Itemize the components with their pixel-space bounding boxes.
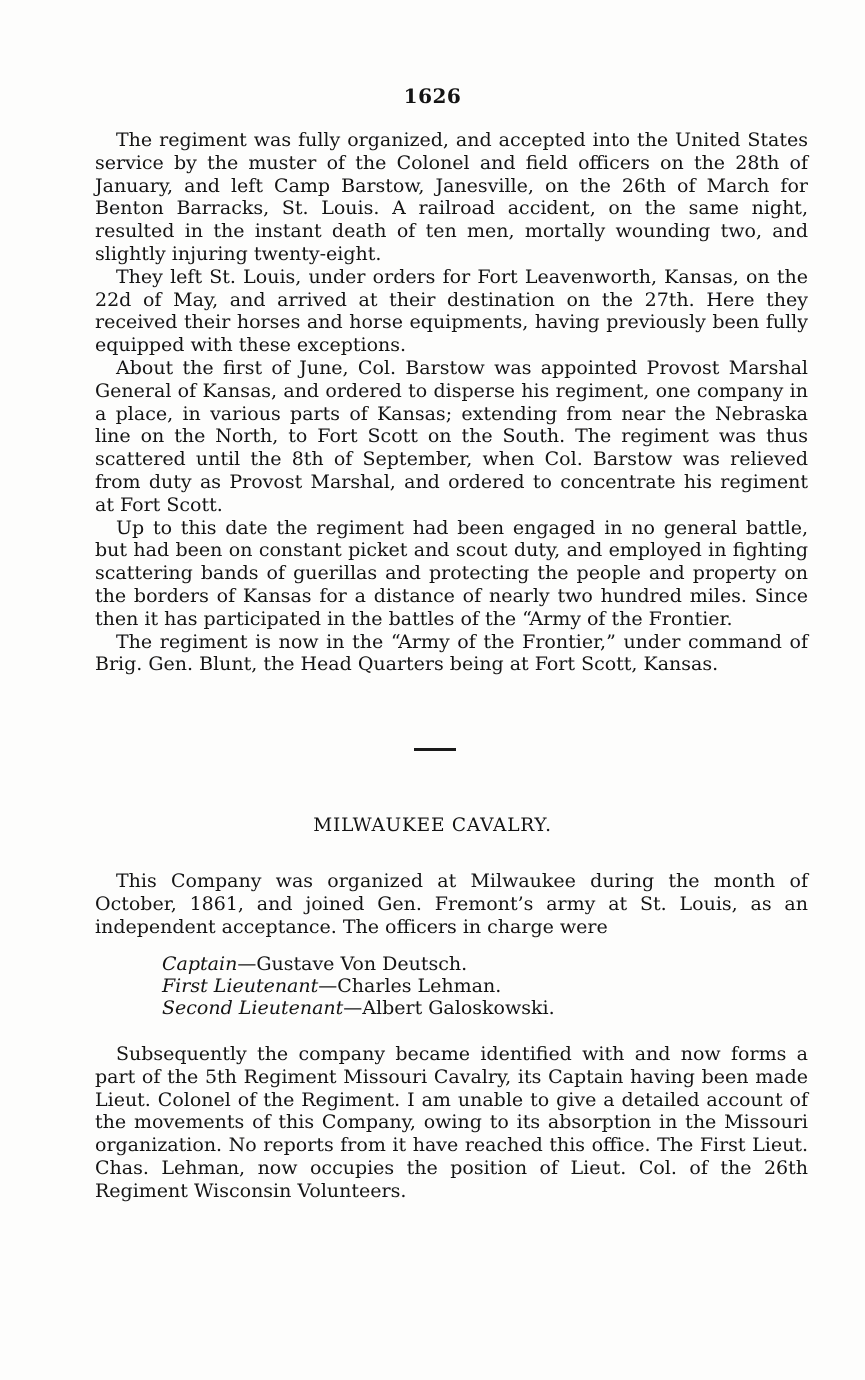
milwaukee-intro-section: [95, 870, 808, 938]
officer-title: Captain: [162, 953, 238, 975]
paragraph-fort-leavenworth: They left St. Louis, under orders for Fort Leavenworth, Kansas, on the 22d of May, and arrived at their destination on the 27th. Here they received their horses and horse equipments, having previously been fully equipped with these exceptions.: [95, 265, 808, 357]
paragraph-picket-duty: Up to this date the regiment had been engaged in no general battle, but had been on constant picket and scout duty, and employed in fighting scattering bands of guerillas and protecting the people and property on the borders of Kansas for a distance of nearly two hundred miles. Since then it has participated in the battles of the “Army of the Frontier.: [95, 516, 808, 630]
officer-title: Second Lieutenant: [162, 997, 344, 1019]
paragraph-organization: The regiment was fully organized, and accepted into the United States service by the muster of the Colonel and field officers on the 28th of January, and left Camp Barstow, Janesville, on the 26th of March for Benton Barracks, St. Louis. A railroad accident, on the same night, resulted in the instant death of ten men, mortally wounding two, and slightly injuring twenty-eight.: [95, 129, 808, 265]
officer-first-lieutenant: [162, 975, 802, 997]
paragraph-provost-marshal: About the first of June, Col. Barstow was appointed Provost Marshal General of Kansas, and ordered to disperse his regiment, one company in a place, in various parts of Kansas; extending from near the Nebraska line on the North, to Fort Scott on the South. The regiment was thus scattered until the 8th of September, when Col. Barstow was relieved from duty as Provost Marshal, and ordered to concentrate his regiment at Fort Scott.: [95, 356, 808, 516]
officer-second-lieutenant: [162, 997, 802, 1019]
officer-name: —Charles Lehman.: [318, 975, 502, 997]
section-heading: MILWAUKEE CAVALRY.: [313, 815, 552, 836]
milwaukee-closing-section: [95, 1043, 808, 1203]
officer-captain: [162, 953, 802, 975]
regiment-history-section: [95, 129, 808, 676]
section-divider: [414, 748, 456, 751]
paragraph-subsequent-history: Subsequently the company became identified with and now forms a part of the 5th Regiment Missouri Cavalry, its Captain having been made Lieut. Colonel of the Regiment. I am unable to give a detailed account of the movements of this Company, owing to its absorption in the Missouri organization. No reports from it have reached this office. The First Lieut. Chas. Lehman, now occupies the position of Lieut. Col. of the 26th Regiment Wisconsin Volunteers.: [95, 1043, 808, 1202]
officer-title: First Lieutenant: [162, 975, 319, 997]
officer-name: —Albert Galoskowski.: [343, 997, 555, 1019]
paragraph-company-organized: This Company was organized at Milwaukee during the month of October, 1861, and joined Gen. Fremont’s army at St. Louis, as an independent acceptance. The officers in charge were: [95, 870, 808, 938]
officer-name: —Gustave Von Deutsch.: [237, 953, 468, 975]
paragraph-army-of-frontier: The regiment is now in the “Army of the Frontier,” under command of Brig. Gen. Blunt, the Head Quarters being at Fort Scott, Kansas.: [95, 630, 808, 676]
page-number: 1626: [403, 84, 462, 108]
officers-list: [162, 953, 802, 1019]
